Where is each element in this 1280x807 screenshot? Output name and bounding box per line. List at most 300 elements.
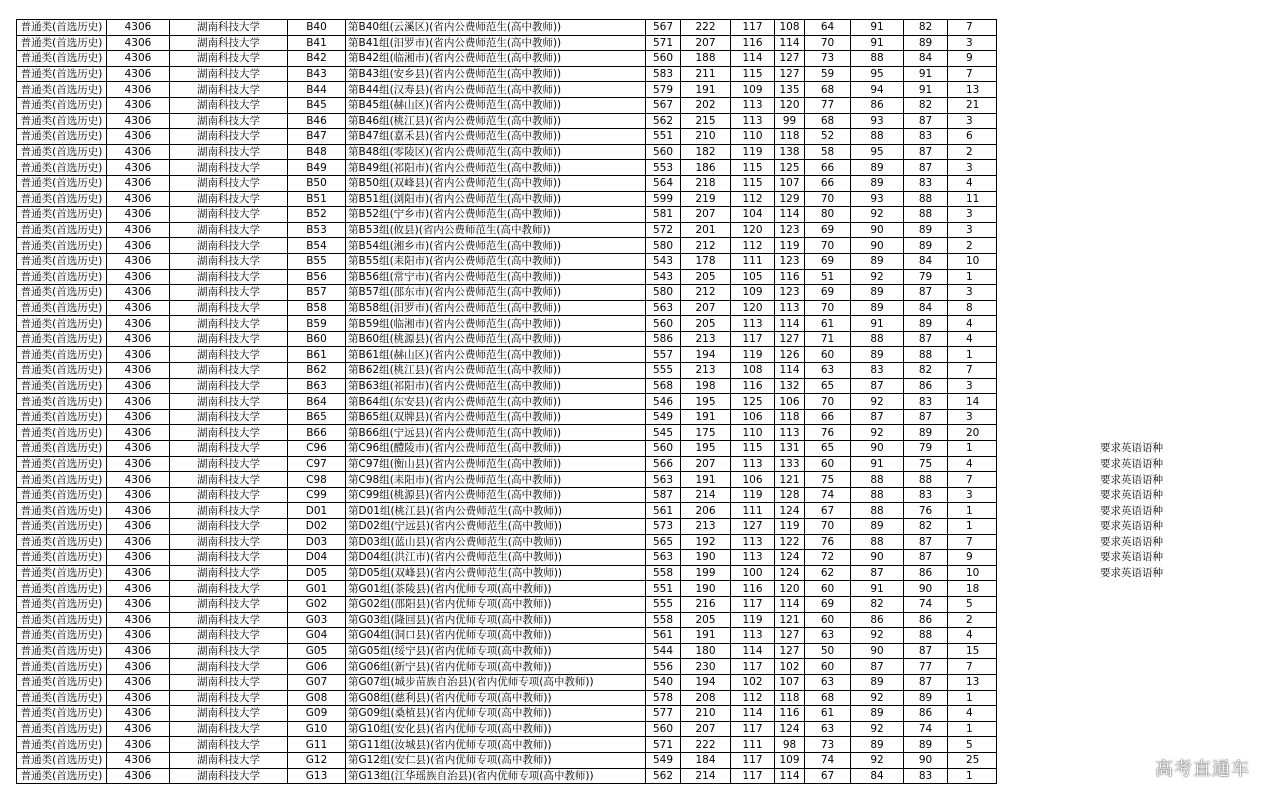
cell-score-sub1: 213: [681, 363, 731, 379]
cell-group-code: B46: [288, 113, 346, 129]
cell-score-sub3: 114: [775, 207, 805, 223]
cell-min-score: 549: [646, 409, 681, 425]
cell-score-sub3: 132: [775, 378, 805, 394]
cell-score-sub5: 87: [851, 409, 904, 425]
cell-score-sub4: 70: [805, 35, 851, 51]
cell-remark: [997, 409, 1267, 425]
cell-score-sub2: 116: [731, 581, 775, 597]
cell-score-sub1: 210: [681, 706, 731, 722]
cell-score-sub4: 70: [805, 394, 851, 410]
cell-score-sub2: 114: [731, 51, 775, 67]
cell-school-code: 4306: [107, 596, 170, 612]
cell-remark: [997, 20, 1267, 36]
cell-group-name: 第G04组(洞口县)(省内优师专项(高中教师)): [346, 628, 646, 644]
cell-score-sub4: 65: [805, 441, 851, 457]
cell-school-name: 湖南科技大学: [170, 659, 288, 675]
table-row: [17, 285, 1267, 301]
cell-group-code: G06: [288, 659, 346, 675]
cell-remark: 要求英语语种: [1100, 457, 1163, 470]
cell-remark: [997, 363, 1267, 379]
cell-score-sub4: 63: [805, 721, 851, 737]
cell-school-name: 湖南科技大学: [170, 768, 288, 784]
cell-score-sub1: 207: [681, 456, 731, 472]
cell-score-sub4: 66: [805, 409, 851, 425]
cell-school-code: 4306: [107, 82, 170, 98]
cell-remark: [997, 253, 1267, 269]
cell-score-sub4: 61: [805, 316, 851, 332]
cell-score-sub3: 114: [775, 35, 805, 51]
cell-school-code: 4306: [107, 20, 170, 36]
cell-remark: [997, 706, 1267, 722]
cell-score-sub2: 114: [731, 643, 775, 659]
cell-score-sub2: 111: [731, 503, 775, 519]
cell-group-code: G11: [288, 737, 346, 753]
cell-category: 普通类(首选历史): [17, 534, 107, 550]
cell-category: 普通类(首选历史): [17, 35, 107, 51]
cell-score-sub1: 219: [681, 191, 731, 207]
cell-school-code: 4306: [107, 487, 170, 503]
cell-remark: [997, 51, 1267, 67]
cell-score-sub2: 117: [731, 331, 775, 347]
cell-enrollment-count: 10: [948, 565, 997, 581]
cell-score-sub2: 117: [731, 596, 775, 612]
cell-score-sub5: 87: [851, 659, 904, 675]
cell-score-sub5: 87: [851, 378, 904, 394]
cell-score-sub4: 68: [805, 82, 851, 98]
cell-enrollment-count: 21: [948, 97, 997, 113]
cell-remark: [997, 581, 1267, 597]
cell-group-code: B42: [288, 51, 346, 67]
cell-group-name: 第B45组(赫山区)(省内公费师范生(高中教师)): [346, 97, 646, 113]
cell-score-sub6: 87: [904, 550, 948, 566]
cell-school-code: 4306: [107, 285, 170, 301]
cell-remark: 要求英语语种: [1100, 567, 1163, 580]
cell-group-name: 第B49组(祁阳市)(省内公费师范生(高中教师)): [346, 160, 646, 176]
table-row: [17, 347, 1267, 363]
table-row: [17, 441, 1267, 457]
cell-group-code: D01: [288, 503, 346, 519]
cell-score-sub6: 89: [904, 222, 948, 238]
cell-score-sub3: 99: [775, 113, 805, 129]
cell-school-code: 4306: [107, 628, 170, 644]
cell-score-sub6: 82: [904, 97, 948, 113]
cell-enrollment-count: 4: [948, 316, 997, 332]
cell-score-sub5: 88: [851, 51, 904, 67]
cell-score-sub5: 92: [851, 752, 904, 768]
cell-group-code: D04: [288, 550, 346, 566]
cell-school-name: 湖南科技大学: [170, 425, 288, 441]
cell-score-sub2: 112: [731, 690, 775, 706]
cell-score-sub1: 190: [681, 550, 731, 566]
cell-min-score: 564: [646, 175, 681, 191]
cell-school-code: 4306: [107, 394, 170, 410]
cell-score-sub4: 73: [805, 51, 851, 67]
cell-school-name: 湖南科技大学: [170, 269, 288, 285]
cell-score-sub3: 114: [775, 363, 805, 379]
cell-remark: [997, 160, 1267, 176]
table-row: [17, 113, 1267, 129]
cell-group-name: 第B48组(零陵区)(省内公费师范生(高中教师)): [346, 144, 646, 160]
cell-school-code: 4306: [107, 269, 170, 285]
cell-score-sub5: 90: [851, 222, 904, 238]
cell-score-sub3: 128: [775, 487, 805, 503]
cell-score-sub4: 71: [805, 331, 851, 347]
cell-score-sub5: 92: [851, 269, 904, 285]
cell-min-score: 579: [646, 82, 681, 98]
cell-school-code: 4306: [107, 238, 170, 254]
cell-group-name: 第B55组(耒阳市)(省内公费师范生(高中教师)): [346, 253, 646, 269]
cell-enrollment-count: 7: [948, 472, 997, 488]
cell-score-sub4: 66: [805, 175, 851, 191]
cell-category: 普通类(首选历史): [17, 565, 107, 581]
cell-school-name: 湖南科技大学: [170, 347, 288, 363]
cell-score-sub1: 175: [681, 425, 731, 441]
table-row: [17, 612, 1267, 628]
cell-group-name: 第B43组(安乡县)(省内公费师范生(高中教师)): [346, 66, 646, 82]
cell-group-code: B61: [288, 347, 346, 363]
cell-enrollment-count: 7: [948, 20, 997, 36]
cell-group-name: 第B58组(汨罗市)(省内公费师范生(高中教师)): [346, 300, 646, 316]
table-row: [17, 550, 1267, 566]
cell-group-code: G07: [288, 674, 346, 690]
cell-min-score: 543: [646, 253, 681, 269]
cell-score-sub2: 114: [731, 706, 775, 722]
cell-category: 普通类(首选历史): [17, 238, 107, 254]
table-row: [17, 534, 1267, 550]
cell-remark: [997, 113, 1267, 129]
cell-remark: [997, 35, 1267, 51]
cell-score-sub4: 70: [805, 238, 851, 254]
cell-score-sub2: 125: [731, 394, 775, 410]
cell-school-name: 湖南科技大学: [170, 300, 288, 316]
cell-score-sub3: 125: [775, 160, 805, 176]
cell-enrollment-count: 18: [948, 581, 997, 597]
cell-score-sub2: 113: [731, 97, 775, 113]
cell-remark: [997, 628, 1267, 644]
cell-enrollment-count: 3: [948, 378, 997, 394]
cell-score-sub1: 191: [681, 409, 731, 425]
cell-score-sub2: 109: [731, 82, 775, 98]
cell-score-sub4: 75: [805, 472, 851, 488]
cell-school-code: 4306: [107, 160, 170, 176]
cell-group-name: 第G01组(茶陵县)(省内优师专项(高中教师)): [346, 581, 646, 597]
cell-enrollment-count: 3: [948, 113, 997, 129]
cell-score-sub4: 77: [805, 97, 851, 113]
cell-min-score: 560: [646, 144, 681, 160]
cell-score-sub6: 76: [904, 503, 948, 519]
cell-group-name: 第B42组(临湘市)(省内公费师范生(高中教师)): [346, 51, 646, 67]
cell-score-sub6: 89: [904, 238, 948, 254]
cell-score-sub2: 119: [731, 612, 775, 628]
cell-min-score: 572: [646, 222, 681, 238]
cell-school-code: 4306: [107, 191, 170, 207]
cell-score-sub4: 70: [805, 300, 851, 316]
cell-remark: 要求英语语种: [1100, 442, 1163, 455]
cell-min-score: 551: [646, 129, 681, 145]
cell-score-sub2: 119: [731, 487, 775, 503]
cell-score-sub6: 86: [904, 706, 948, 722]
cell-category: 普通类(首选历史): [17, 425, 107, 441]
table-row: [17, 191, 1267, 207]
table-row: [17, 207, 1267, 223]
cell-score-sub5: 89: [851, 347, 904, 363]
cell-score-sub4: 68: [805, 113, 851, 129]
cell-group-code: D03: [288, 534, 346, 550]
cell-score-sub1: 207: [681, 35, 731, 51]
cell-score-sub6: 83: [904, 394, 948, 410]
cell-score-sub6: 84: [904, 51, 948, 67]
cell-score-sub4: 80: [805, 207, 851, 223]
cell-school-code: 4306: [107, 425, 170, 441]
cell-enrollment-count: 7: [948, 66, 997, 82]
cell-school-code: 4306: [107, 331, 170, 347]
cell-remark: [997, 721, 1267, 737]
cell-school-code: 4306: [107, 316, 170, 332]
cell-min-score: 560: [646, 316, 681, 332]
cell-score-sub5: 88: [851, 534, 904, 550]
cell-min-score: 561: [646, 503, 681, 519]
cell-score-sub6: 87: [904, 331, 948, 347]
cell-school-name: 湖南科技大学: [170, 51, 288, 67]
cell-score-sub3: 102: [775, 659, 805, 675]
cell-score-sub2: 117: [731, 752, 775, 768]
cell-min-score: 571: [646, 35, 681, 51]
cell-score-sub5: 83: [851, 363, 904, 379]
cell-group-code: B60: [288, 331, 346, 347]
cell-score-sub6: 88: [904, 472, 948, 488]
cell-score-sub3: 120: [775, 97, 805, 113]
cell-enrollment-count: 7: [948, 363, 997, 379]
cell-school-name: 湖南科技大学: [170, 550, 288, 566]
cell-group-code: B63: [288, 378, 346, 394]
cell-min-score: 544: [646, 643, 681, 659]
table-row: [17, 363, 1267, 379]
cell-score-sub5: 88: [851, 472, 904, 488]
cell-score-sub2: 115: [731, 441, 775, 457]
cell-score-sub3: 122: [775, 534, 805, 550]
cell-min-score: 551: [646, 581, 681, 597]
cell-enrollment-count: 13: [948, 82, 997, 98]
cell-min-score: 545: [646, 425, 681, 441]
cell-enrollment-count: 14: [948, 394, 997, 410]
cell-group-code: B54: [288, 238, 346, 254]
cell-score-sub6: 79: [904, 441, 948, 457]
cell-score-sub5: 89: [851, 706, 904, 722]
cell-group-code: C98: [288, 472, 346, 488]
cell-group-code: G04: [288, 628, 346, 644]
cell-group-name: 第B59组(临湘市)(省内公费师范生(高中教师)): [346, 316, 646, 332]
cell-group-code: B53: [288, 222, 346, 238]
cell-category: 普通类(首选历史): [17, 207, 107, 223]
cell-min-score: 556: [646, 659, 681, 675]
table-row: [17, 253, 1267, 269]
cell-school-name: 湖南科技大学: [170, 534, 288, 550]
cell-score-sub2: 115: [731, 66, 775, 82]
cell-score-sub2: 117: [731, 20, 775, 36]
cell-score-sub5: 90: [851, 643, 904, 659]
cell-score-sub2: 111: [731, 253, 775, 269]
cell-enrollment-count: 6: [948, 129, 997, 145]
cell-score-sub1: 188: [681, 51, 731, 67]
cell-score-sub2: 108: [731, 363, 775, 379]
cell-score-sub6: 89: [904, 690, 948, 706]
cell-school-code: 4306: [107, 472, 170, 488]
cell-enrollment-count: 8: [948, 300, 997, 316]
cell-remark: [997, 82, 1267, 98]
cell-score-sub2: 106: [731, 472, 775, 488]
cell-group-name: 第G03组(隆回县)(省内优师专项(高中教师)): [346, 612, 646, 628]
cell-min-score: 568: [646, 378, 681, 394]
cell-score-sub1: 192: [681, 534, 731, 550]
cell-score-sub3: 118: [775, 129, 805, 145]
cell-enrollment-count: 7: [948, 659, 997, 675]
cell-score-sub4: 72: [805, 550, 851, 566]
cell-enrollment-count: 3: [948, 285, 997, 301]
cell-remark: 要求英语语种: [1100, 535, 1163, 548]
cell-score-sub1: 206: [681, 503, 731, 519]
cell-score-sub3: 123: [775, 253, 805, 269]
table-row: [17, 238, 1267, 254]
cell-score-sub1: 230: [681, 659, 731, 675]
cell-school-name: 湖南科技大学: [170, 643, 288, 659]
cell-score-sub1: 205: [681, 316, 731, 332]
cell-score-sub5: 90: [851, 441, 904, 457]
cell-group-name: 第B41组(汨罗市)(省内公费师范生(高中教师)): [346, 35, 646, 51]
cell-group-code: G03: [288, 612, 346, 628]
cell-enrollment-count: 4: [948, 175, 997, 191]
cell-score-sub2: 100: [731, 565, 775, 581]
cell-group-code: B44: [288, 82, 346, 98]
cell-score-sub3: 127: [775, 331, 805, 347]
cell-score-sub3: 120: [775, 581, 805, 597]
cell-school-code: 4306: [107, 207, 170, 223]
cell-group-name: 第D03组(蓝山县)(省内公费师范生(高中教师)): [346, 534, 646, 550]
cell-school-code: 4306: [107, 643, 170, 659]
cell-score-sub5: 89: [851, 160, 904, 176]
cell-group-name: 第B66组(宁远县)(省内公费师范生(高中教师)): [346, 425, 646, 441]
cell-score-sub1: 222: [681, 20, 731, 36]
cell-score-sub4: 60: [805, 581, 851, 597]
cell-score-sub2: 115: [731, 160, 775, 176]
cell-enrollment-count: 11: [948, 191, 997, 207]
cell-score-sub6: 82: [904, 363, 948, 379]
cell-school-name: 湖南科技大学: [170, 752, 288, 768]
cell-score-sub5: 82: [851, 596, 904, 612]
cell-remark: [997, 425, 1267, 441]
cell-category: 普通类(首选历史): [17, 175, 107, 191]
cell-score-sub3: 124: [775, 721, 805, 737]
cell-group-code: C97: [288, 456, 346, 472]
cell-score-sub1: 212: [681, 285, 731, 301]
table-row: [17, 129, 1267, 145]
cell-score-sub6: 84: [904, 253, 948, 269]
cell-score-sub5: 95: [851, 66, 904, 82]
cell-score-sub3: 116: [775, 269, 805, 285]
cell-score-sub6: 83: [904, 487, 948, 503]
cell-group-code: B55: [288, 253, 346, 269]
cell-min-score: 567: [646, 20, 681, 36]
cell-score-sub4: 60: [805, 347, 851, 363]
cell-score-sub1: 190: [681, 581, 731, 597]
cell-category: 普通类(首选历史): [17, 674, 107, 690]
cell-score-sub2: 109: [731, 285, 775, 301]
cell-group-code: G08: [288, 690, 346, 706]
cell-score-sub3: 118: [775, 409, 805, 425]
cell-score-sub6: 87: [904, 534, 948, 550]
cell-score-sub1: 191: [681, 472, 731, 488]
cell-score-sub4: 60: [805, 456, 851, 472]
cell-min-score: 566: [646, 456, 681, 472]
cell-score-sub4: 65: [805, 378, 851, 394]
cell-group-name: 第B51组(浏阳市)(省内公费师范生(高中教师)): [346, 191, 646, 207]
cell-enrollment-count: 4: [948, 706, 997, 722]
cell-min-score: 555: [646, 363, 681, 379]
cell-school-code: 4306: [107, 363, 170, 379]
cell-category: 普通类(首选历史): [17, 97, 107, 113]
cell-score-sub5: 92: [851, 690, 904, 706]
cell-remark: [997, 378, 1267, 394]
cell-enrollment-count: 3: [948, 409, 997, 425]
cell-group-name: 第B44组(汉寿县)(省内公费师范生(高中教师)): [346, 82, 646, 98]
cell-category: 普通类(首选历史): [17, 737, 107, 753]
cell-group-name: 第C99组(桃源县)(省内公费师范生(高中教师)): [346, 487, 646, 503]
cell-category: 普通类(首选历史): [17, 456, 107, 472]
cell-min-score: 543: [646, 269, 681, 285]
cell-remark: [997, 175, 1267, 191]
cell-score-sub3: 114: [775, 768, 805, 784]
cell-score-sub3: 127: [775, 628, 805, 644]
cell-school-name: 湖南科技大学: [170, 316, 288, 332]
cell-remark: [997, 690, 1267, 706]
cell-group-code: B57: [288, 285, 346, 301]
cell-school-code: 4306: [107, 706, 170, 722]
cell-score-sub3: 124: [775, 550, 805, 566]
cell-score-sub6: 74: [904, 721, 948, 737]
cell-score-sub6: 90: [904, 752, 948, 768]
cell-score-sub5: 91: [851, 316, 904, 332]
cell-enrollment-count: 5: [948, 596, 997, 612]
cell-category: 普通类(首选历史): [17, 51, 107, 67]
cell-group-name: 第D05组(双峰县)(省内公费师范生(高中教师)): [346, 565, 646, 581]
cell-score-sub6: 88: [904, 207, 948, 223]
cell-score-sub1: 199: [681, 565, 731, 581]
cell-school-code: 4306: [107, 519, 170, 535]
cell-group-name: 第G12组(安仁县)(省内优师专项(高中教师)): [346, 752, 646, 768]
cell-score-sub5: 89: [851, 737, 904, 753]
cell-min-score: 583: [646, 66, 681, 82]
cell-category: 普通类(首选历史): [17, 519, 107, 535]
cell-enrollment-count: 13: [948, 674, 997, 690]
table-row: [17, 300, 1267, 316]
cell-score-sub1: 178: [681, 253, 731, 269]
cell-score-sub2: 102: [731, 674, 775, 690]
cell-remark: [997, 674, 1267, 690]
cell-remark: [997, 66, 1267, 82]
cell-group-name: 第B40组(云溪区)(省内公费师范生(高中教师)): [346, 20, 646, 36]
cell-score-sub3: 133: [775, 456, 805, 472]
cell-score-sub4: 68: [805, 690, 851, 706]
cell-score-sub6: 87: [904, 285, 948, 301]
cell-school-code: 4306: [107, 222, 170, 238]
cell-school-code: 4306: [107, 51, 170, 67]
cell-score-sub4: 67: [805, 768, 851, 784]
cell-score-sub4: 64: [805, 20, 851, 36]
cell-min-score: 557: [646, 347, 681, 363]
cell-group-name: 第G06组(新宁县)(省内优师专项(高中教师)): [346, 659, 646, 675]
cell-school-code: 4306: [107, 113, 170, 129]
cell-score-sub1: 191: [681, 628, 731, 644]
admission-score-table: [16, 19, 1267, 784]
